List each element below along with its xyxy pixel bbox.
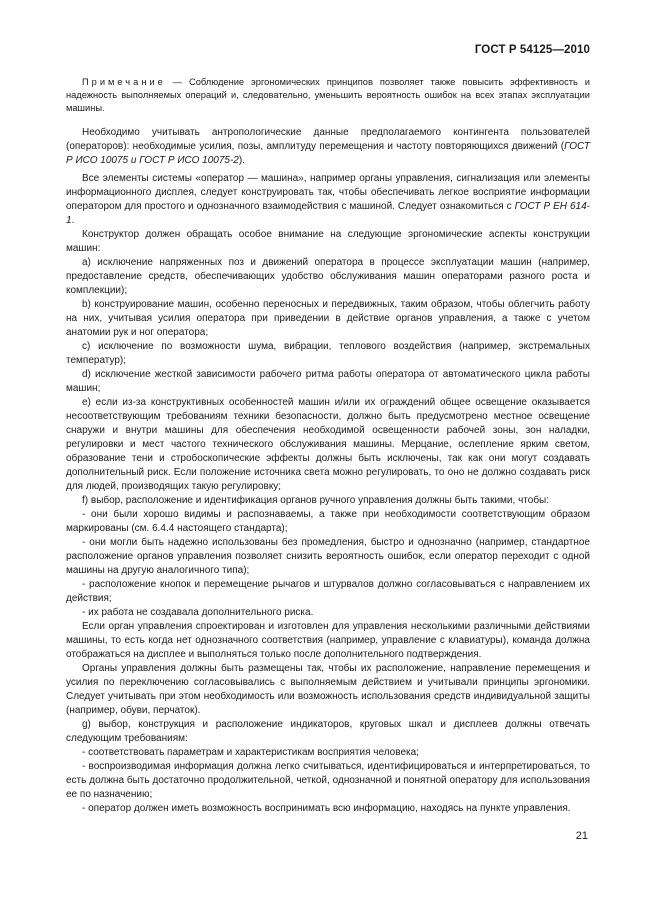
document-id: ГОСТ Р 54125—2010 — [474, 44, 590, 56]
note-paragraph — [66, 76, 590, 115]
paragraph-text: Необходимо учитывать антропологические данные предполагаемого контингента пользователей (операторов): необходимые усилия, позы, амплитуду перемещения и частоту повторяющихся движений ( — [66, 127, 590, 152]
standard-reference: ГОСТ Р ИСО 10075-2 — [139, 155, 239, 166]
note-text: — Соблюдение эргономических принципов позволяет также повысить эффективность и надежность выполняемых операций и, следовательно, уменьшить вероятность ошибок на всех этапах эксплуатации машины. — [66, 77, 590, 113]
sub-item: - их работа не создавала дополнительного риска. — [82, 607, 314, 618]
note-label: Примечание — [82, 77, 166, 87]
sub-item: - расположение кнопок и перемещение рычагов и штурвалов должно согласовываться с направлением их действия; — [66, 579, 590, 604]
list-item-d: d) исключение жесткой зависимости рабочего ритма работы оператора от автоматического цикла работы машин; — [66, 369, 590, 394]
paragraph-system-elements — [66, 172, 590, 228]
list-item-b: b) конструирование машин, особенно переносных и передвижных, таким образом, чтобы облегчить работу на них, учитывая усилия оператора при приведении в действие органов управления, а также с учетом анатомии рук и ног оператора; — [66, 299, 590, 338]
paragraph: Если орган управления спроектирован и изготовлен для управления несколькими различными действиями машины, то есть когда нет однозначного соответствия (например, управление с клавиатуры), команда должна отображаться на дисплее и выполняться только после дополнительного подтверждения. — [66, 621, 590, 660]
paragraph: Органы управления должны быть размещены так, чтобы их расположение, направление перемещения и усилия по переключению согласовывались с выполняемым действием и учитывали принципы эргономики. Следует учитывать при этом необходимость или возможность использования средств индивидуальной защиты (например, обуви, перчаток). — [66, 663, 590, 716]
sub-item: - воспроизводимая информация должна легко считываться, идентифицироваться и интерпретироваться, то есть должна быть достаточно продолжительной, четкой, однозначной и понятной оператору для использования ее по назначению; — [66, 761, 590, 800]
sub-item: - они могли быть надежно использованы без промедления, быстро и однозначно (например, стандартное расположение органов управления позволяет снизить вероятность ошибок, если оператор переходит с одной машины на другую аналогичного типа); — [66, 537, 590, 576]
document-body — [66, 76, 590, 816]
paragraph-text: ). — [238, 155, 245, 166]
paragraph: Конструктор должен обращать особое внимание на следующие эргономические аспекты конструкции машин: — [66, 229, 590, 254]
list-item-a: a) исключение напряженных поз и движений оператора в процессе эксплуатации машин (например, предоставление средств, обеспечивающих удобство обслуживания машин операторами разного роста и комплекции); — [66, 257, 590, 296]
reference-joiner: и — [128, 155, 140, 166]
page-number: 21 — [575, 830, 588, 842]
paragraph-text: . — [71, 215, 75, 226]
paragraph-text: Все элементы системы «оператор — машина», например органы управления, сигнализация или элементы информационного дисплея, следует конструировать так, чтобы обеспечивать легкое восприятие информации оператором для простого и однозначного взаимодействия с машиной. Следует ознакомиться с — [66, 173, 590, 212]
sub-item: - они были хорошо видимы и распознаваемы, а также при необходимости соответствующим образом маркированы (см. 6.4.4 настоящего стандарта); — [66, 509, 590, 534]
standard-reference: ГОСТ Р ИСО 10075 — [66, 141, 590, 166]
sub-item: - оператор должен иметь возможность воспринимать всю информацию, находясь на пункте управления. — [82, 803, 571, 814]
sub-item: - соответствовать параметрам и характеристикам восприятия человека; — [82, 747, 419, 758]
list-item-c: c) исключение по возможности шума, вибрации, теплового воздействия (например, экстремальных температур); — [66, 341, 590, 366]
list-item-e: e) если из-за конструктивных особенностей машин и/или их ограждений общее освещение оказывается несоответствующим требованиям техники безопасности, должно быть предусмотрено местное освещение снаружи и внутри машины для обеспечения необходимой освещенности рабочей зоны, зон наладки, регулировки и мест частого технического обслуживания машины. Мерцание, ослепление ярким светом, образование тени и стробоскопические эффекты должны быть исключены, так как они могут создавать дополнительный риск. Если положение источника света можно регулировать, то оно не должно создавать риск для людей, производящих такую регулировку; — [66, 397, 590, 492]
standard-reference: ГОСТ Р ЕН 614-1 — [66, 201, 591, 226]
list-item-g: g) выбор, конструкция и расположение индикаторов, круговых шкал и дисплеев должны отвечать следующим требованиям: — [66, 719, 590, 744]
list-item-f: f) выбор, расположение и идентификация органов ручного управления должны быть такими, чтобы: — [82, 495, 550, 506]
paragraph-anthropology — [66, 126, 590, 168]
